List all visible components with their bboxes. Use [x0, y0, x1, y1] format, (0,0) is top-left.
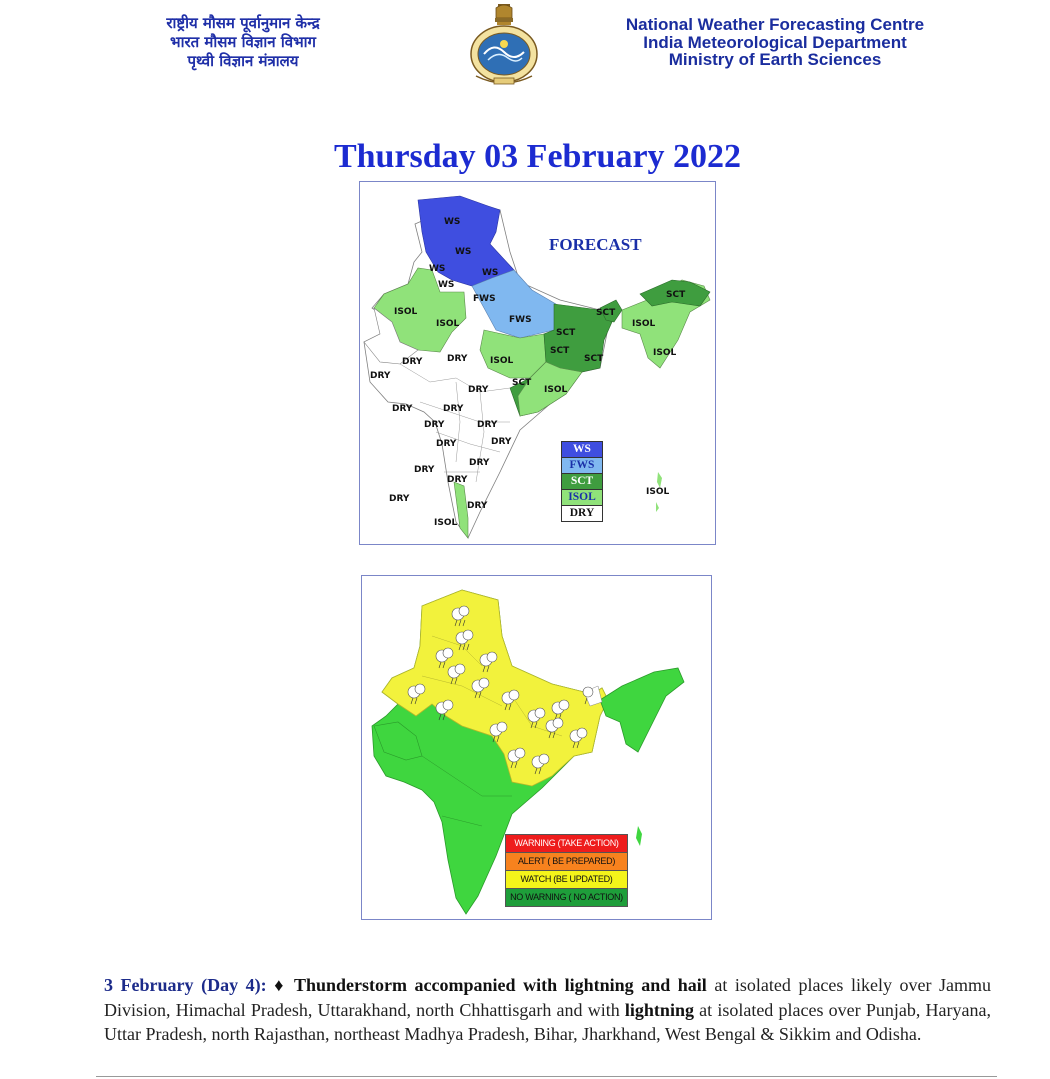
label-isol: ISOL: [436, 319, 460, 329]
label-dry: DRY: [436, 439, 457, 449]
label-ws: WS: [482, 268, 499, 278]
forecast-map-svg: [360, 182, 717, 546]
label-dry: DRY: [447, 354, 468, 364]
description-text-1: at isolated places likely over Jammu Division, Himachal Pradesh, Uttarakhand, north Chhattisgarh and with: [104, 975, 992, 1020]
hindi-line-1: राष्ट्रीय मौसम पूर्वानुमान केन्द्र: [166, 14, 320, 32]
hindi-line-3: पृथ्वी विज्ञान मंत्रालय: [187, 52, 299, 70]
label-ws: WS: [429, 264, 446, 274]
bold-lightning: lightning: [624, 999, 694, 1020]
label-ws: WS: [455, 247, 472, 257]
label-isol: ISOL: [544, 385, 568, 395]
hindi-line-2: भारत मौसम विज्ञान विभाग: [170, 33, 316, 51]
label-dry: DRY: [392, 404, 413, 414]
forecast-legend: [561, 441, 603, 522]
legend-watch: WATCH (BE UPDATED): [506, 871, 627, 889]
label-sct: SCT: [596, 308, 616, 318]
warning-map: [361, 575, 712, 920]
label-sct: SCT: [512, 378, 532, 388]
label-dry: DRY: [447, 475, 468, 485]
legend-ws: WS: [562, 442, 602, 458]
label-dry: DRY: [370, 371, 391, 381]
label-fws: FWS: [473, 294, 496, 304]
label-dry: DRY: [424, 420, 445, 430]
label-isol: ISOL: [490, 356, 514, 366]
bold-thunderstorm: Thunderstorm accompanied with lightning and hail: [293, 975, 707, 995]
label-fws: FWS: [509, 315, 532, 325]
legend-warning: WARNING (TAKE ACTION): [506, 835, 627, 853]
legend-isol: ISOL: [562, 490, 602, 506]
label-dry: DRY: [468, 385, 489, 395]
label-dry: DRY: [477, 420, 498, 430]
imd-emblem-icon: [466, 2, 542, 88]
label-ws: WS: [438, 280, 455, 290]
label-dry: DRY: [469, 458, 490, 468]
label-dry: DRY: [443, 404, 464, 414]
label-sct: SCT: [666, 290, 686, 300]
bottom-rule: [96, 1076, 997, 1077]
bullet: ♦: [274, 975, 287, 995]
warning-legend: [505, 834, 628, 907]
legend-alert: ALERT ( BE PREPARED): [506, 853, 627, 871]
label-dry: DRY: [402, 357, 423, 367]
label-sct: SCT: [556, 328, 576, 338]
date-title: Thursday 03 February 2022: [333, 138, 742, 175]
english-line-2: India Meteorological Department: [643, 32, 907, 52]
english-line-3: Ministry of Earth Sciences: [668, 50, 882, 69]
label-dry: DRY: [414, 465, 435, 475]
english-line-1: National Weather Forecasting Centre: [625, 15, 925, 34]
legend-dry: DRY: [562, 506, 602, 521]
label-dry: DRY: [491, 437, 512, 447]
label-sct: SCT: [550, 346, 570, 356]
label-dry: DRY: [467, 501, 488, 511]
label-isol: ISOL: [653, 348, 677, 358]
forecast-description: [104, 973, 991, 1047]
label-sct: SCT: [584, 354, 604, 364]
day-label: 3 February (Day 4):: [104, 975, 267, 995]
legend-no-warning: NO WARNING ( NO ACTION): [506, 889, 627, 906]
label-dry: DRY: [389, 494, 410, 504]
forecast-title: FORECAST: [549, 235, 642, 254]
english-header: [560, 16, 990, 69]
label-isol: ISOL: [646, 487, 670, 497]
label-ws: WS: [444, 217, 461, 227]
forecast-map: [359, 181, 716, 545]
description-text-2: at isolated places over Punjab, Haryana, Uttar Pradesh, north Rajasthan, northeast Madhya Pradesh, Bihar, Jharkhand, West Bengal & Sikkim and Odisha.: [104, 999, 991, 1044]
legend-fws: FWS: [562, 458, 602, 474]
hindi-header: [108, 14, 378, 71]
label-isol: ISOL: [434, 518, 458, 528]
label-isol: ISOL: [394, 307, 418, 317]
northeast-green: [600, 668, 684, 752]
legend-sct: SCT: [562, 474, 602, 490]
label-isol: ISOL: [632, 319, 656, 329]
